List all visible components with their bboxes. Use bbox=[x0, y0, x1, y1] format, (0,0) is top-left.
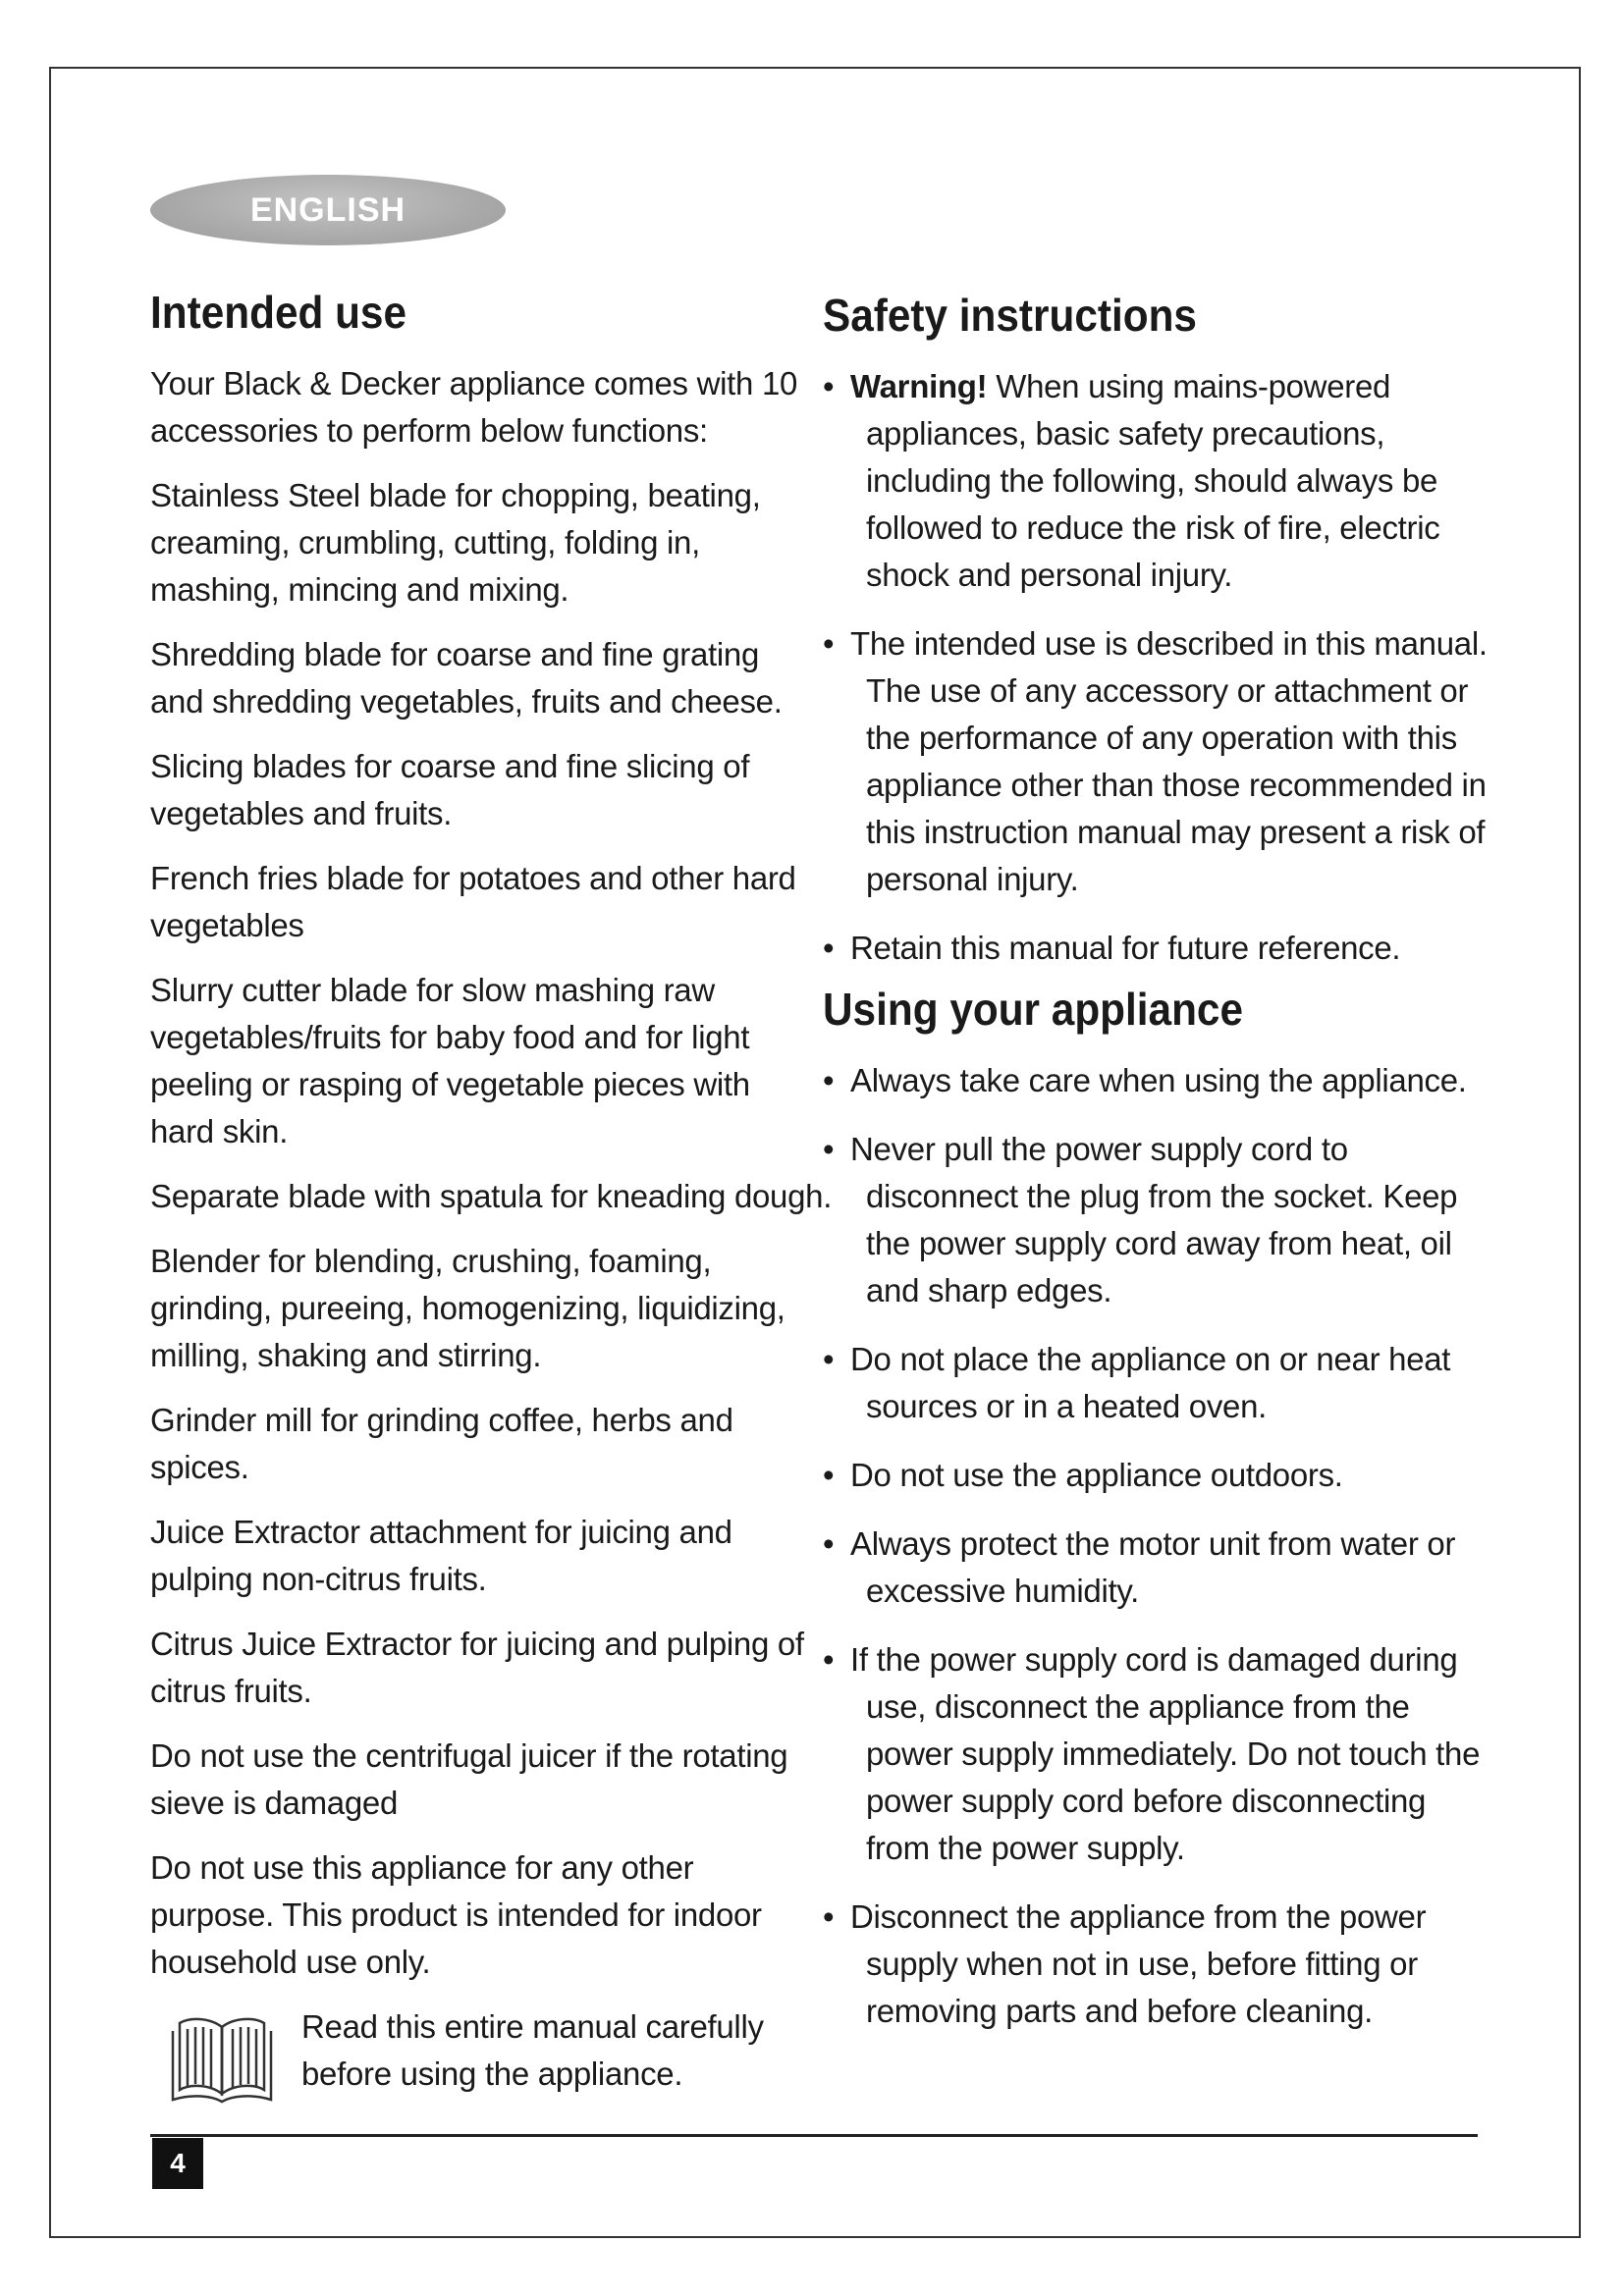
bullet-icon: • bbox=[823, 1061, 835, 1098]
list-item-text: Retain this manual for future reference. bbox=[850, 929, 1401, 966]
list-item-text: Always take care when using the appliance. bbox=[850, 1061, 1467, 1098]
intended-use-paragraph: Do not use this appliance for any other purpose. This product is intended for indoor household use only. bbox=[150, 1848, 762, 1980]
intended-use-paragraph: Separate blade with spatula for kneading dough. bbox=[150, 1177, 833, 1214]
list-item bbox=[823, 925, 1490, 972]
manual-note bbox=[150, 2003, 808, 2108]
safety-heading: Safety instructions bbox=[823, 290, 1197, 341]
intended-use-paragraph: Slicing blades for coarse and fine slicing of vegetables and fruits. bbox=[150, 747, 750, 831]
bullet-icon: • bbox=[823, 1340, 835, 1377]
safety-list bbox=[823, 363, 1490, 972]
intended-use-paragraph: Stainless Steel blade for chopping, beating, creaming, crumbling, cutting, folding in, mashing, mincing and mixing. bbox=[150, 476, 761, 608]
intended-use-paragraph: Blender for blending, crushing, foaming, grinding, pureeing, homogenizing, liquidizing, milling, shaking and stirring. bbox=[150, 1242, 785, 1373]
page-number: 4 bbox=[152, 2138, 203, 2189]
using-heading: Using your appliance bbox=[823, 983, 1244, 1035]
list-item-text: Disconnect the appliance from the power supply when not in use, before fitting or removing parts and before cleaning. bbox=[850, 1897, 1427, 2029]
list-item bbox=[823, 1452, 1490, 1499]
list-item bbox=[823, 1057, 1490, 1104]
using-list bbox=[823, 1057, 1490, 2035]
bullet-icon: • bbox=[823, 1640, 835, 1678]
list-item-text: If the power supply cord is damaged during use, disconnect the appliance from the power supply immediately. Do not touch the power supply cord before disconnecting from the power supply. bbox=[850, 1640, 1481, 1866]
intended-use-paragraph: French fries blade for potatoes and other hard vegetables bbox=[150, 859, 796, 943]
intended-use-paragraph: Juice Extractor attachment for juicing and pulping non-citrus fruits. bbox=[150, 1513, 732, 1597]
bullet-icon: • bbox=[823, 624, 835, 662]
intended-use-paragraph: Citrus Juice Extractor for juicing and pulping of citrus fruits. bbox=[150, 1625, 804, 1709]
intended-use-paragraph: Slurry cutter blade for slow mashing raw vegetables/fruits for baby food and for light peeling or rasping of vegetable pieces with hard skin. bbox=[150, 971, 750, 1149]
list-item-text: Do not use the appliance outdoors. bbox=[850, 1456, 1343, 1493]
list-item-text: Always protect the motor unit from water or excessive humidity. bbox=[850, 1524, 1456, 1609]
list-item bbox=[823, 1521, 1490, 1615]
list-item bbox=[823, 1894, 1490, 2035]
list-item bbox=[823, 363, 1490, 599]
bullet-icon: • bbox=[823, 1897, 835, 1935]
bullet-icon: • bbox=[823, 1456, 835, 1493]
intended-use-paragraph: Your Black & Decker appliance comes with 10 accessories to perform below functions: bbox=[150, 364, 798, 449]
list-item bbox=[823, 1336, 1490, 1430]
list-item-text: Do not place the appliance on or near heat sources or in a heated oven. bbox=[850, 1340, 1451, 1424]
list-item-text: The intended use is described in this manual. The use of any accessory or attachment or the performance of any operation with this appliance other than those recommended in this instruction manual may present a risk of personal injury. bbox=[850, 624, 1488, 897]
language-badge bbox=[150, 175, 506, 245]
intended-use-paragraph: Grinder mill for grinding coffee, herbs and spices. bbox=[150, 1401, 733, 1485]
manual-note-text: Read this entire manual carefully before using the appliance. bbox=[301, 2007, 764, 2092]
open-book-icon bbox=[168, 2009, 276, 2108]
bullet-icon: • bbox=[823, 1524, 835, 1562]
intended-use-paragraph: Shredding blade for coarse and fine grating and shredding vegetables, fruits and cheese. bbox=[150, 635, 783, 720]
warning-label: Warning! bbox=[850, 367, 988, 404]
bullet-icon: • bbox=[823, 367, 835, 404]
list-item bbox=[823, 1126, 1490, 1314]
bullet-icon: • bbox=[823, 929, 835, 966]
language-badge-label: ENGLISH bbox=[249, 190, 406, 229]
warning-text: When using mains-powered appliances, basic safety precautions, including the following, should always be followed to reduce the risk of fire, electric shock and personal injury. bbox=[866, 367, 1440, 593]
footer-rule bbox=[150, 2134, 1478, 2137]
list-item-text: Never pull the power supply cord to disconnect the plug from the socket. Keep the power supply cord away from heat, oil and sharp edges. bbox=[850, 1130, 1458, 1308]
intended-use-paragraph: Do not use the centrifugal juicer if the rotating sieve is damaged bbox=[150, 1736, 788, 1821]
right-column bbox=[823, 290, 1490, 2056]
list-item bbox=[823, 620, 1490, 903]
list-item bbox=[823, 1636, 1490, 1872]
intended-use-section bbox=[150, 287, 833, 2108]
intended-use-heading: Intended use bbox=[150, 287, 407, 338]
bullet-icon: • bbox=[823, 1130, 835, 1167]
